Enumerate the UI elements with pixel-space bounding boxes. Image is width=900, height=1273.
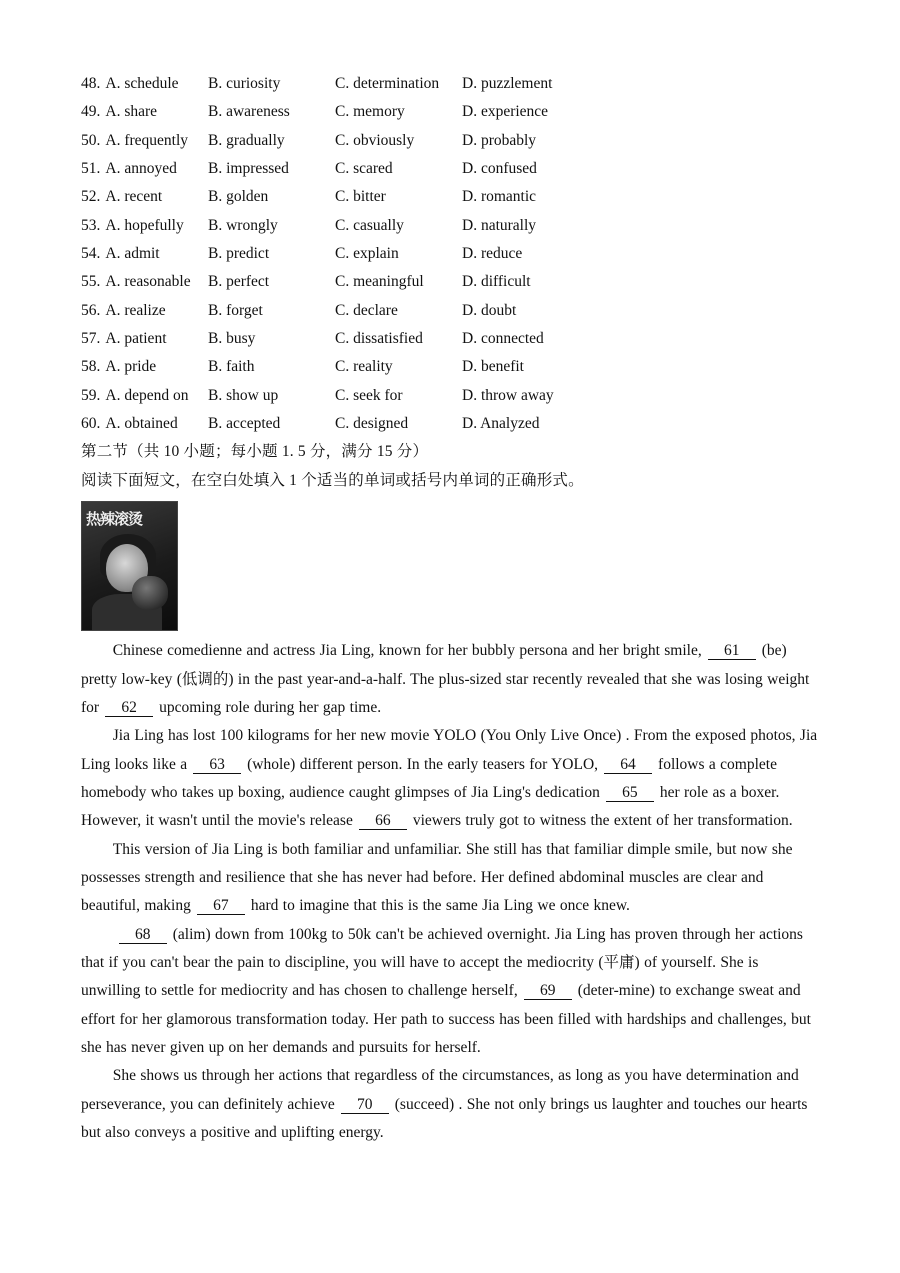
- option-text: A. realize: [105, 301, 166, 319]
- option-row: [81, 240, 821, 268]
- question-number: 49.: [81, 103, 101, 121]
- option-d: D. naturally: [462, 216, 537, 234]
- option-c: C. dissatisfied: [335, 330, 423, 348]
- option-a: [81, 268, 208, 296]
- option-text: A. depend on: [105, 386, 189, 404]
- passage-text: upcoming role during her gap time.: [159, 698, 382, 716]
- option-d: D. confused: [462, 160, 537, 178]
- option-row: [81, 127, 821, 155]
- option-row: [81, 155, 821, 183]
- option-b: B. wrongly: [208, 216, 278, 234]
- option-row: [81, 325, 821, 353]
- passage-text: viewers truly got to witness the extent of her transformation.: [412, 812, 793, 830]
- question-number: 50.: [81, 131, 101, 149]
- blank-61: 61: [708, 643, 756, 660]
- option-d: D. reduce: [462, 245, 523, 263]
- option-text: A. obtained: [105, 415, 178, 433]
- option-text: A. reasonable: [105, 273, 191, 291]
- option-text: A. schedule: [105, 75, 179, 92]
- option-row: [81, 353, 821, 381]
- option-b: B. awareness: [208, 103, 290, 121]
- blank-65: 65: [606, 785, 654, 802]
- paragraph-5: [81, 1062, 821, 1147]
- option-c: C. reality: [335, 358, 393, 376]
- passage-text: Jia Ling has lost 100 kilograms for her new movie YOLO (You Only Live Once) . From the exposed photos, Jia Ling looks like a: [81, 727, 818, 773]
- option-c: C. bitter: [335, 188, 386, 206]
- passage-text: (alim) down from 100kg to 50k can't be achieved overnight. Jia Ling has proven through her actions that if you can't bear the pain to discipline, you will have to accept the mediocrity (平庸) of yourself. She is unwilling to settle for mediocrity and has chosen to challenge herself,: [81, 925, 803, 1000]
- blank-67: 67: [197, 898, 245, 915]
- option-b: B. golden: [208, 188, 269, 206]
- question-number: 52.: [81, 188, 101, 206]
- option-b: B. forget: [208, 301, 263, 319]
- option-b: B. gradually: [208, 131, 285, 149]
- section-instruction: 阅读下面短文，在空白处填入 1 个适当的单词或括号内单词的正确形式。: [81, 471, 584, 489]
- passage-text: (deter-mine) to exchange sweat and effort for her glamorous transformation today. Her path to success has been filled with hardships and challenges, but she has never given up on her demands and pursuits for herself.: [81, 982, 811, 1056]
- option-text: A. admit: [105, 245, 160, 263]
- question-number: 55.: [81, 273, 101, 291]
- question-number: 57.: [81, 330, 101, 348]
- option-d: D. throw away: [462, 386, 554, 404]
- option-c: C. seek for: [335, 386, 403, 404]
- option-text: A. frequently: [105, 131, 189, 149]
- option-row: [81, 268, 821, 296]
- poster-title: 热辣滚烫: [86, 510, 143, 529]
- option-c: C. memory: [335, 103, 405, 121]
- option-row: [81, 183, 821, 211]
- passage-text: hard to imagine that this is the same Jia Ling we once knew.: [250, 897, 630, 915]
- option-a: [81, 325, 208, 353]
- option-a: [81, 382, 208, 410]
- blank-66: 66: [359, 813, 407, 830]
- blank-64: 64: [604, 757, 652, 774]
- option-text: A. annoyed: [105, 160, 177, 178]
- passage-text: This version of Jia Ling is both familiar and unfamiliar. She still has that familiar dimple smile, but now she possesses strength and resilience that she has never had before. Her defined abdominal muscles are clear and beautiful, making: [81, 840, 793, 915]
- option-row: [81, 98, 821, 126]
- option-row: [81, 382, 821, 410]
- option-b: B. accepted: [208, 415, 281, 433]
- section-heading: 第二节（共 10 小题；每小题 1. 5 分，满分 15 分）: [81, 443, 429, 461]
- option-a: [81, 410, 208, 438]
- passage-text: follows a complete homebody who takes up boxing, audience caught glimpses of Jia Ling's dedication: [81, 755, 777, 801]
- blank-70: 70: [341, 1097, 389, 1114]
- movie-poster-image: [81, 501, 178, 631]
- passage-text: (succeed) . She not only brings us laughter and touches our hearts but also conveys a positive and uplifting energy.: [81, 1095, 808, 1141]
- option-b: B. perfect: [208, 273, 270, 291]
- blank-63: 63: [193, 757, 241, 774]
- option-text: A. hopefully: [105, 216, 184, 234]
- option-c: C. designed: [335, 415, 409, 433]
- option-a: [81, 353, 208, 381]
- passage-text: Chinese comedienne and actress Jia Ling, known for her bubbly persona and her bright smile,: [112, 642, 702, 660]
- option-row: [81, 410, 821, 438]
- option-text: A. share: [105, 103, 158, 121]
- option-b: B. busy: [208, 330, 256, 348]
- question-number: 48.: [81, 75, 101, 92]
- option-a: [81, 127, 208, 155]
- option-c: C. declare: [335, 301, 398, 319]
- option-d: D. benefit: [462, 358, 524, 376]
- blank-69: 69: [524, 983, 572, 1000]
- question-number: 58.: [81, 358, 101, 376]
- option-c: C. determination: [335, 75, 440, 92]
- option-b: B. curiosity: [208, 75, 281, 92]
- option-a: [81, 212, 208, 240]
- option-d: D. Analyzed: [462, 415, 540, 433]
- option-text: A. recent: [105, 188, 163, 206]
- option-d: D. romantic: [462, 188, 537, 206]
- passage: [81, 637, 821, 1147]
- option-c: C. obviously: [335, 131, 415, 149]
- blank-62: 62: [105, 700, 153, 717]
- paragraph-1: [81, 637, 821, 722]
- paragraph-3: [81, 836, 821, 921]
- option-a: [81, 240, 208, 268]
- boxing-glove-icon: [132, 576, 168, 610]
- passage-text: (whole) different person. In the early teasers for YOLO,: [247, 755, 599, 773]
- option-d: D. connected: [462, 330, 544, 348]
- option-b: B. faith: [208, 358, 255, 376]
- passage-text: (be) pretty low-key (低调的) in the past year-and-a-half. The plus-sized star recently revealed that she was losing weight for: [81, 642, 810, 716]
- options-table: [81, 70, 821, 438]
- passage-text: her role as a boxer. However, it wasn't until the movie's release: [81, 783, 780, 830]
- paragraph-4: [81, 921, 821, 1063]
- option-a: [81, 297, 208, 325]
- option-a: [81, 155, 208, 183]
- question-number: 60.: [81, 415, 101, 433]
- passage-text: She shows us through her actions that regardless of the circumstances, as long as you have determination and perseverance, you can definitely achieve: [81, 1067, 799, 1113]
- option-c: C. casually: [335, 216, 404, 234]
- option-c: C. scared: [335, 160, 393, 178]
- option-a: [81, 70, 208, 98]
- option-row: [81, 297, 821, 325]
- question-number: 51.: [81, 160, 101, 178]
- paragraph-2: [81, 722, 821, 835]
- option-d: D. experience: [462, 103, 549, 121]
- option-text: A. pride: [105, 358, 157, 376]
- option-c: C. meaningful: [335, 273, 424, 291]
- option-a: [81, 183, 208, 211]
- option-b: B. predict: [208, 245, 270, 263]
- option-b: B. show up: [208, 386, 279, 404]
- exam-page: [81, 70, 821, 1147]
- option-d: D. difficult: [462, 273, 531, 291]
- question-number: 56.: [81, 301, 101, 319]
- option-row: [81, 70, 821, 98]
- question-number: 54.: [81, 245, 101, 263]
- blank-68: 68: [119, 927, 167, 944]
- option-d: D. doubt: [462, 301, 517, 319]
- option-c: C. explain: [335, 245, 399, 263]
- question-number: 53.: [81, 216, 101, 234]
- question-number: 59.: [81, 386, 101, 404]
- option-a: [81, 98, 208, 126]
- option-d: D. puzzlement: [462, 75, 553, 92]
- option-d: D. probably: [462, 131, 537, 149]
- option-row: [81, 212, 821, 240]
- option-b: B. impressed: [208, 160, 289, 178]
- option-text: A. patient: [105, 330, 167, 348]
